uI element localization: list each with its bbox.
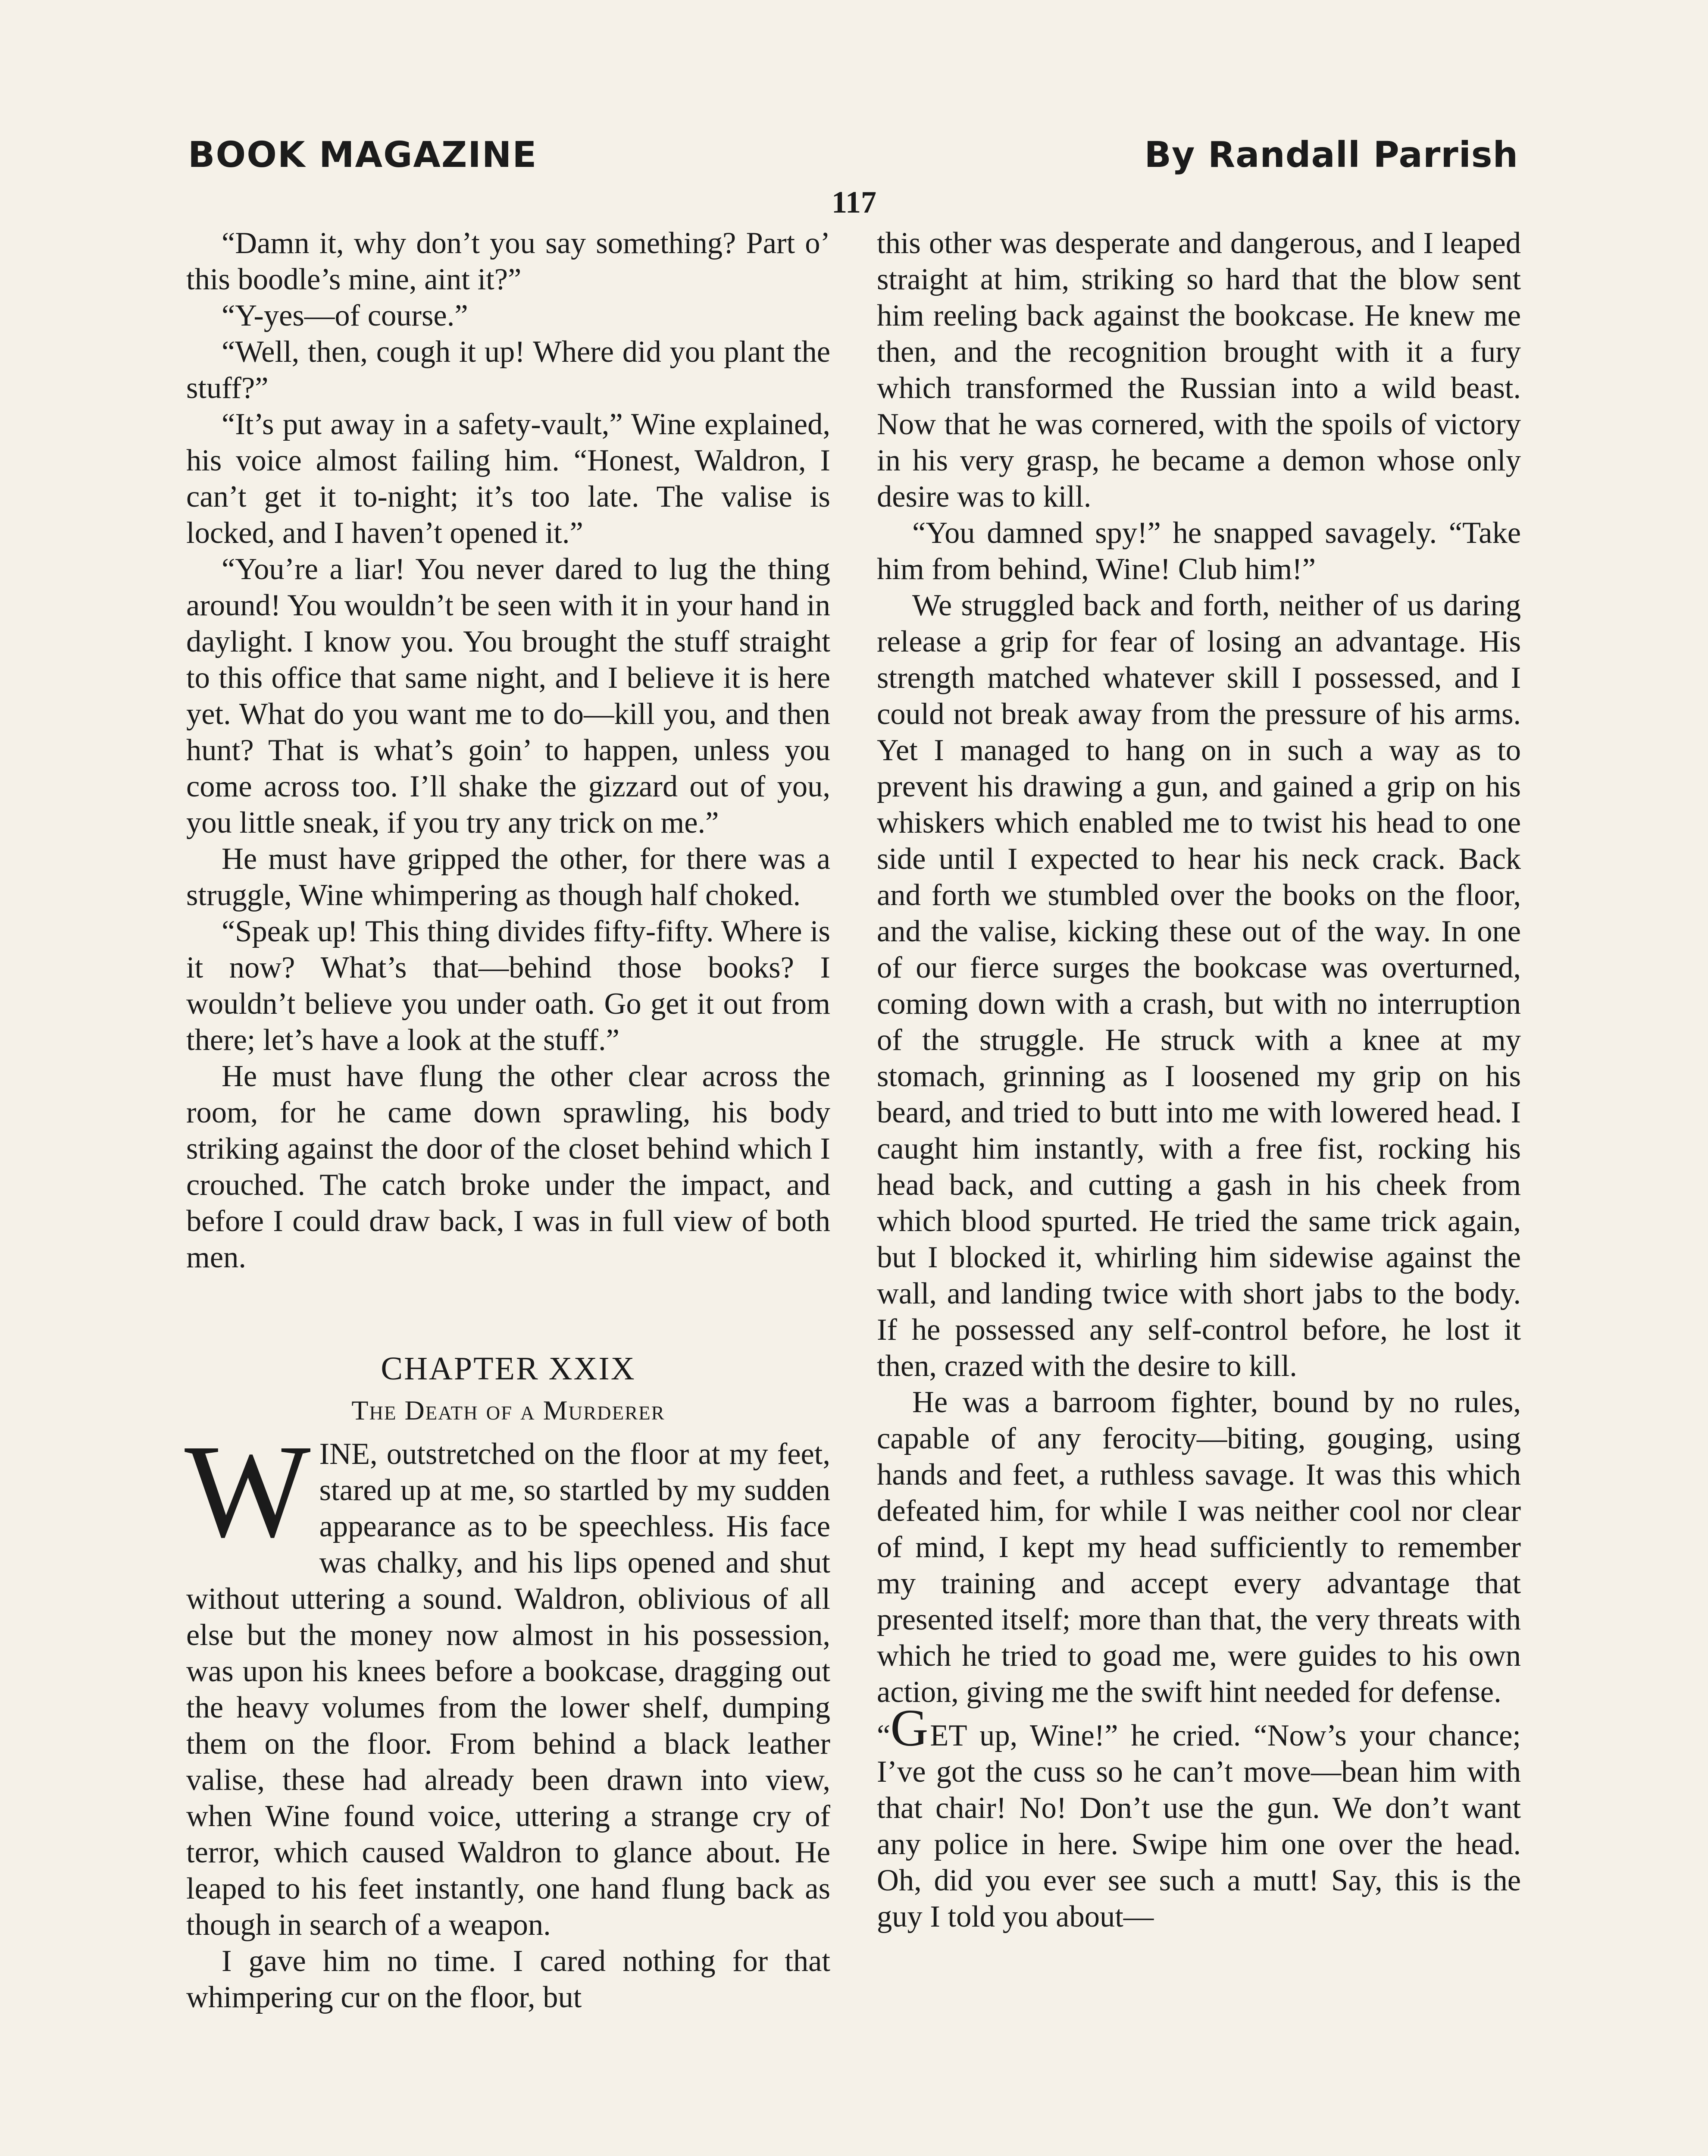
magazine-title: BOOK MAGAZINE bbox=[188, 135, 538, 175]
chapter-heading: CHAPTER XXIX bbox=[381, 1351, 636, 1387]
paragraph: He must have gripped the other, for there was a struggle, Wine whimpering as though half choked. bbox=[186, 842, 830, 912]
paragraph: “It’s put away in a safety-vault,” Wine explained, his voice almost failing him. “Honest, Waldron, I can’t get it to-night; it’s too late. The valise is locked, and I haven’t opened it.” bbox=[186, 407, 830, 550]
paragraph-text: INE, outstretched on the floor at my feet, stared up at me, so startled by my sudden appearance as to be speechless. His face was chalky, and his lips opened and shut without uttering a sound. Waldron, oblivious of all else but the money now almost in his possession, was upon his knees before a bookcase, dragging out the heavy volumes from the lower shelf, dumping them on the floor. From behind a black leather valise, these had already been drawn into view, when Wine found voice, uttering a strange cry of terror, which caused Waldron to glance about. He leaped to his feet instantly, one hand flung back as though in search of a weapon. bbox=[186, 1437, 830, 1942]
chapter-subtitle: The Death of a Murderer bbox=[351, 1395, 665, 1426]
paragraph: this other was desperate and dangerous, and I leaped straight at him, striking so hard that the blow sent him reeling back against the bookcase. He knew me then, and the recognition brought with it a fury which transformed the Russian into a wild beast. Now that he was cornered, with the spoils of victory in his very grasp, he became a demon whose only desire was to kill. bbox=[877, 226, 1521, 514]
section-opening-paragraph bbox=[877, 1699, 1521, 1935]
paragraph: “Y-yes—of course.” bbox=[222, 299, 468, 332]
paragraph: He must have flung the other clear across the room, for he came down sprawling, his body striking against the door of the closet behind which I crouched. The catch broke under the impact, and before I could draw back, I was in full view of both men. bbox=[186, 1059, 830, 1274]
opening-quote: “ bbox=[877, 1719, 891, 1752]
drop-cap-letter: W bbox=[185, 1417, 311, 1565]
author-byline: By Randall Parrish bbox=[1144, 135, 1518, 175]
right-column bbox=[877, 225, 1521, 1935]
initial-letter: G bbox=[890, 1699, 929, 1757]
paragraph-text: ET up, Wine!” he cried. “Now’s your chance; I’ve got the cuss so he can’t move—bean him with that chair! No! Don’t use the gun. We don’t want any police in here. Swipe him one over the head. Oh, did you ever see such a mutt! Say, this is the guy I told you about— bbox=[877, 1719, 1521, 1934]
paragraph: “You damned spy!” he snapped savagely. “Take him from behind, Wine! Club him!” bbox=[877, 516, 1521, 586]
paragraph: We struggled back and forth, neither of us daring release a grip for fear of losing an advantage. His strength matched whatever skill I possessed, and I could not break away from the pressure of his arms. Yet I managed to hang on in such a way as to prevent his drawing a gun, and gained a grip on his whiskers which enabled me to twist his head to one side until I expected to hear his neck crack. Back and forth we stumbled over the books on the floor, and the valise, kicking these out of the way. In one of our fierce surges the bookcase was overturned, coming down with a crash, but with no interruption of the struggle. He struck with a knee at my stomach, grinning as I loosened my grip on his beard, and tried to butt into me with lowered head. I caught him instantly, with a free fist, rocking his head back, and cutting a gash in his cheek from which blood spurted. He tried the same trick again, but I blocked it, whirling him sidewise against the wall, and landing twice with short jabs to the body. If he possessed any self-control before, he lost it then, crazed with the desire to kill. bbox=[877, 589, 1521, 1383]
paragraph: He was a barroom fighter, bound by no rules, capable of any ferocity—biting, gouging, using hands and feet, a ruthless savage. It was this which defeated him, for while I was neither cool nor clear of mind, I kept my head sufficiently to remember my training and accept every advantage that presented itself; more than that, the very threats with which he tried to goad me, were guides to his own action, giving me the swift hint needed for defense. bbox=[877, 1385, 1521, 1709]
paragraph: “You’re a liar! You never dared to lug the thing around! You wouldn’t be seen with it in your hand in daylight. I know you. You brought the stuff straight to this office that same night, and I believe it is here yet. What do you want me to do—kill you, and then hunt? That is what’s goin’ to happen, unless you come across too. I’ll shake the gizzard out of you, you little sneak, if you try any trick on me.” bbox=[186, 552, 830, 840]
paragraph: “Well, then, cough it up! Where did you plant the stuff?” bbox=[186, 335, 830, 405]
left-column bbox=[186, 225, 830, 2015]
chapter-opening-paragraph bbox=[185, 1417, 830, 1943]
paragraph: I gave him no time. I cared nothing for that whimpering cur on the floor, but bbox=[186, 1944, 830, 2014]
page-number: 117 bbox=[831, 185, 877, 219]
paragraph: “Speak up! This thing divides fifty-fifty. Where is it now? What’s that—behind those books? I wouldn’t believe you under oath. Go get it out from there; let’s have a look at the stuff.” bbox=[186, 915, 830, 1057]
paragraph: “Damn it, why don’t you say something? Part o’ this boodle’s mine, aint it?” bbox=[186, 226, 830, 296]
